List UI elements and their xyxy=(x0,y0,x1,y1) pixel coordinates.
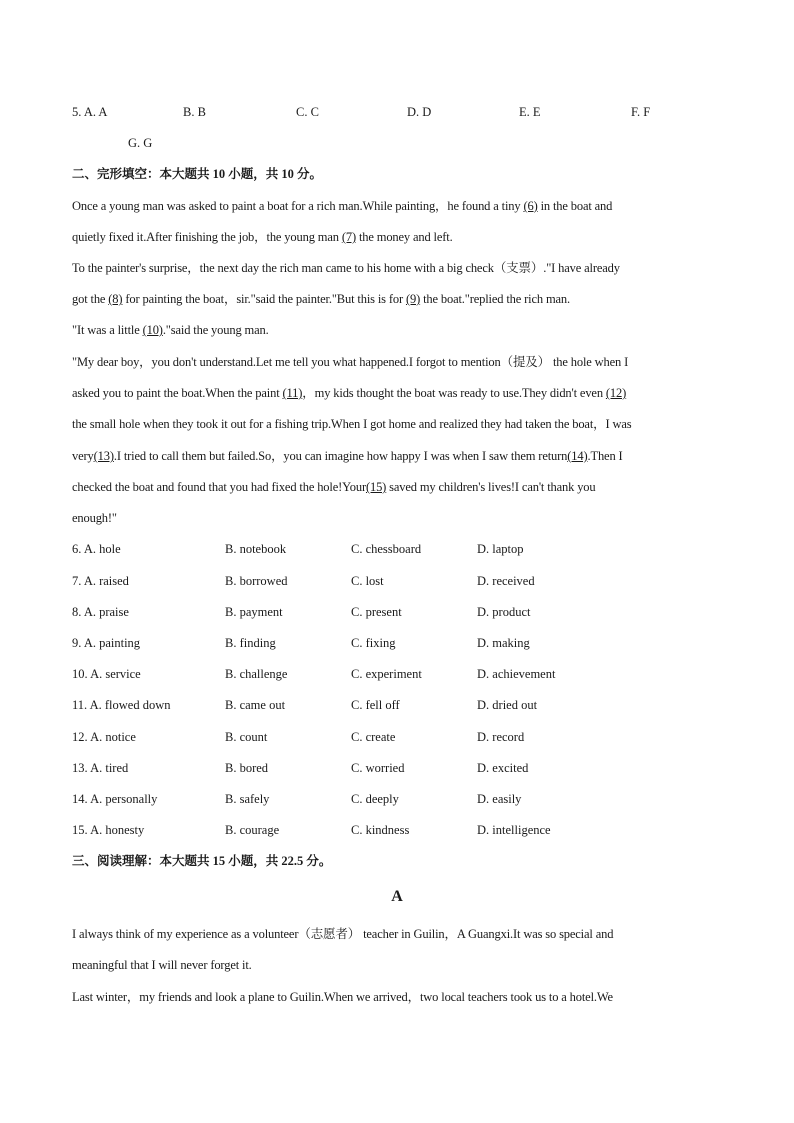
option-d: D. excited xyxy=(477,761,529,775)
q5-option-c: C. C xyxy=(296,105,319,119)
option-d: D. product xyxy=(477,605,531,619)
q5-option-f: F. F xyxy=(631,105,651,119)
reading-line-1: I always think of my experience as a volunteer（志愿者） teacher in Guilin，A Guangxi.It was so special and xyxy=(72,927,614,941)
option-b: B. came out xyxy=(225,698,286,712)
passage-line-3: To the painter's surprise，the next day the rich man came to his home with a big check（支票）."I have already xyxy=(72,261,620,275)
q5-option-g: G. G xyxy=(128,136,153,150)
q5-number: 5. xyxy=(72,105,82,119)
blank-11: (11) xyxy=(282,386,303,400)
blank-12: (12) xyxy=(605,386,627,400)
option-c: C. create xyxy=(351,730,396,744)
option-d: D. laptop xyxy=(477,542,524,556)
passage-text: quietly fixed it.After finishing the job，the young man xyxy=(72,230,342,244)
passage-line-2 xyxy=(72,229,453,245)
question-10 xyxy=(72,666,141,682)
option-a: A. service xyxy=(90,667,141,681)
q5-option-a: A. A xyxy=(83,105,108,119)
option-d: D. easily xyxy=(477,792,522,806)
option-d: D. record xyxy=(477,730,525,744)
question-13 xyxy=(72,760,128,776)
option-c: C. fixing xyxy=(351,636,396,650)
option-d: D. dried out xyxy=(477,698,538,712)
option-c: C. fell off xyxy=(351,698,400,712)
blank-7: (7) xyxy=(341,230,356,244)
question-number: 6. xyxy=(72,542,82,556)
blank-8: (8) xyxy=(108,292,123,306)
question-number: 10. xyxy=(72,667,88,681)
option-b: B. bored xyxy=(225,761,269,775)
q5-option-b: B. B xyxy=(183,105,206,119)
question-number: 14. xyxy=(72,792,88,806)
option-c: C. deeply xyxy=(351,792,399,806)
option-b: B. payment xyxy=(225,605,283,619)
blank-14: (14) xyxy=(567,449,588,463)
reading-title: A xyxy=(391,888,403,905)
passage-line-5 xyxy=(72,322,269,338)
option-a: A. praise xyxy=(83,605,129,619)
option-d: D. intelligence xyxy=(477,823,551,837)
blank-6: (6) xyxy=(523,199,538,213)
option-a: A. personally xyxy=(90,792,158,806)
passage-line-10 xyxy=(72,479,596,495)
question-number: 12. xyxy=(72,730,88,744)
question-number: 11. xyxy=(72,698,88,712)
option-b: B. finding xyxy=(225,636,276,650)
passage-text: the boat."replied the rich man. xyxy=(420,292,570,306)
question-8 xyxy=(72,604,129,620)
q5-number-and-option-a xyxy=(72,104,107,120)
passage-text: Once a young man was asked to paint a boat for a rich man.While painting，he found a tiny xyxy=(72,199,524,213)
q5-option-d: D. D xyxy=(407,105,432,119)
question-number: 9. xyxy=(72,636,82,650)
passage-text: "It was a little xyxy=(72,323,143,337)
passage-text: saved my children's lives!I can't thank you xyxy=(386,480,596,494)
question-number: 7. xyxy=(72,574,82,588)
passage-line-6: "My dear boy，you don't understand.Let me tell you what happened.I forgot to mention（提及） the hole when I xyxy=(72,355,629,369)
option-c: C. kindness xyxy=(351,823,410,837)
question-6 xyxy=(72,541,121,557)
passage-text: asked you to paint the boat.When the paint xyxy=(72,386,283,400)
passage-text: ."said the young man. xyxy=(162,323,269,337)
passage-line-8: the small hole when they took it out for a fishing trip.When I got home and realized they had taken the boat，I was xyxy=(72,417,632,431)
section2-header: 二、完形填空：本大题共 10 小题，共 10 分。 xyxy=(72,167,323,181)
option-a: A. notice xyxy=(90,730,136,744)
option-d: D. received xyxy=(477,574,535,588)
passage-text: ，my kids thought the boat was ready to use.They didn't even xyxy=(302,386,606,400)
blank-9: (9) xyxy=(405,292,421,306)
option-c: C. present xyxy=(351,605,402,619)
option-a: A. honesty xyxy=(90,823,145,837)
question-15 xyxy=(72,822,144,838)
passage-text: checked the boat and found that you had fixed the hole!Your xyxy=(72,480,366,494)
passage-line-9 xyxy=(72,448,623,464)
question-number: 8. xyxy=(72,605,82,619)
question-14 xyxy=(72,791,157,807)
option-b: B. challenge xyxy=(225,667,288,681)
question-11 xyxy=(72,697,171,713)
question-12 xyxy=(72,729,136,745)
option-a: A. hole xyxy=(83,542,121,556)
passage-line-7 xyxy=(72,385,626,401)
passage-line-11: enough!" xyxy=(72,511,117,525)
q5-option-e: E. E xyxy=(519,105,541,119)
option-a: A. tired xyxy=(90,761,129,775)
passage-text: .I tried to call them but failed.So，you can imagine how happy I was when I saw them return xyxy=(113,449,568,463)
passage-text: for painting the boat，sir."said the painter."But this is for xyxy=(122,292,406,306)
blank-13: (13) xyxy=(93,449,114,463)
blank-15: (15) xyxy=(365,480,387,494)
passage-text: got the xyxy=(72,292,109,306)
passage-line-4 xyxy=(72,291,570,307)
option-d: D. achievement xyxy=(477,667,556,681)
option-b: B. notebook xyxy=(225,542,287,556)
reading-line-3: Last winter，my friends and look a plane to Guilin.When we arrived，two local teachers took us to a hotel.We xyxy=(72,990,613,1004)
question-number: 13. xyxy=(72,761,88,775)
question-number: 15. xyxy=(72,823,88,837)
option-a: A. raised xyxy=(83,574,129,588)
option-c: C. chessboard xyxy=(351,542,422,556)
option-d: D. making xyxy=(477,636,530,650)
question-9 xyxy=(72,635,140,651)
passage-text: in the boat and xyxy=(537,199,613,213)
option-b: B. count xyxy=(225,730,268,744)
blank-10: (10) xyxy=(142,323,163,337)
reading-line-2: meaningful that I will never forget it. xyxy=(72,958,252,972)
option-a: A. flowed down xyxy=(89,698,171,712)
option-c: C. lost xyxy=(351,574,384,588)
question-7 xyxy=(72,573,129,589)
section3-header: 三、阅读理解：本大题共 15 小题，共 22.5 分。 xyxy=(72,854,332,868)
option-b: B. borrowed xyxy=(225,574,288,588)
passage-text: .Then I xyxy=(587,449,623,463)
option-b: B. courage xyxy=(225,823,280,837)
option-b: B. safely xyxy=(225,792,270,806)
passage-line-1 xyxy=(72,198,612,214)
option-c: C. worried xyxy=(351,761,405,775)
passage-text: the money and left. xyxy=(355,230,453,244)
option-a: A. painting xyxy=(83,636,141,650)
option-c: C. experiment xyxy=(351,667,422,681)
passage-text: very xyxy=(72,449,94,463)
